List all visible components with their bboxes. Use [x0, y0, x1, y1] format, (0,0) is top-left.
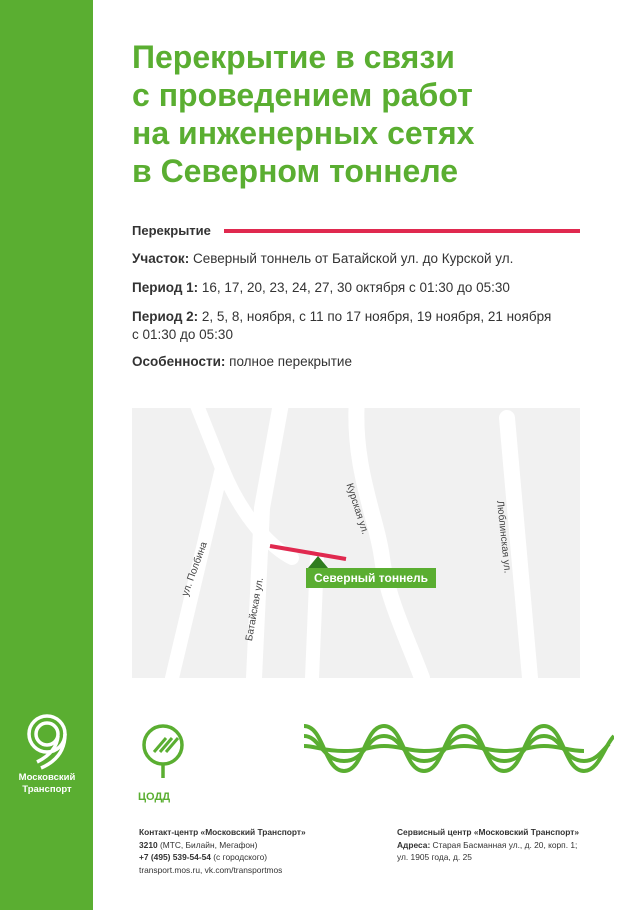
codd-logo: [138, 720, 198, 803]
tunnel-callout: Северный тоннель: [306, 568, 436, 588]
codd-text: ЦОДД: [138, 791, 171, 803]
contact-center-info: [139, 826, 369, 876]
section-value: Северный тоннель от Батайской ул. до Курской ул.: [189, 251, 514, 266]
period1-value: 16, 17, 20, 23, 24, 27, 30 октября с 01:30 до 05:30: [198, 280, 510, 295]
contact-websites: transport.mos.ru, vk.com/transportmos: [139, 864, 283, 875]
title-line: на инженерных сетях: [132, 115, 475, 151]
period2-label: Период 2:: [132, 309, 199, 324]
address-line-2: ул. 1905 года, д. 25: [397, 852, 472, 862]
closure-line-swatch: [224, 229, 580, 233]
features-label: Особенности:: [132, 354, 226, 369]
street-label-lyublinskaya: Люблинская ул.: [494, 500, 513, 574]
features-value: полное перекрытие: [225, 354, 352, 369]
section-info: [132, 250, 592, 268]
moscow-transport-logo: [14, 712, 80, 796]
logo-line-2: Транспорт: [22, 784, 72, 795]
service-center-info: [397, 826, 612, 864]
road-lyublinskaya: [507, 418, 530, 678]
logo-line-1: Московский: [18, 772, 76, 783]
street-label-kurskaya: Курская ул.: [343, 482, 371, 536]
legend-label: Перекрытие: [132, 223, 211, 238]
road-polbina: [172, 408, 222, 678]
address-line-1: Старая Басманная ул., д. 20, корп. 1;: [430, 839, 578, 850]
contact-left-title: Контакт-центр «Московский Транспорт»: [139, 827, 306, 837]
green-sidebar: [0, 0, 93, 910]
section-label: Участок:: [132, 251, 190, 266]
tunnel-marker-icon: [308, 556, 328, 568]
contact-phone-note: (с городского): [210, 852, 268, 862]
decorative-wave-icon: [304, 716, 614, 784]
codd-logo-icon: [138, 720, 188, 782]
closure-legend: [132, 221, 582, 241]
period1-info: [132, 279, 592, 297]
period1-label: Период 1:: [132, 280, 199, 295]
road-kurskaya: [356, 408, 422, 678]
title-line: в Северном тоннеле: [132, 153, 459, 189]
period2-info: [132, 308, 592, 344]
period2-value: 2, 5, 8, ноября, с 11 по 17 ноября, 19 ноября, 21 ноября: [198, 309, 552, 324]
page-title: [132, 38, 602, 190]
contact-short-number: 3210: [139, 839, 158, 850]
title-line: с проведением работ: [132, 77, 473, 113]
contact-short-number-note: (МТС, Билайн, Мегафон): [157, 839, 258, 850]
contact-right-title: Сервисный центр «Московский Транспорт»: [397, 827, 580, 837]
street-label-polbina: ул. Полбина: [180, 540, 210, 598]
contact-phone: +7 (495) 539-54-54: [139, 852, 211, 862]
period2-value-2: с 01:30 до 05:30: [132, 327, 233, 342]
features-info: [132, 353, 592, 371]
title-line: Перекрытие в связи: [132, 39, 455, 75]
closure-map: [132, 408, 580, 678]
nine-logo-icon: [21, 712, 73, 770]
address-label: Адреса:: [397, 839, 431, 850]
street-label-bataiskaya: Батайская ул.: [244, 576, 266, 642]
